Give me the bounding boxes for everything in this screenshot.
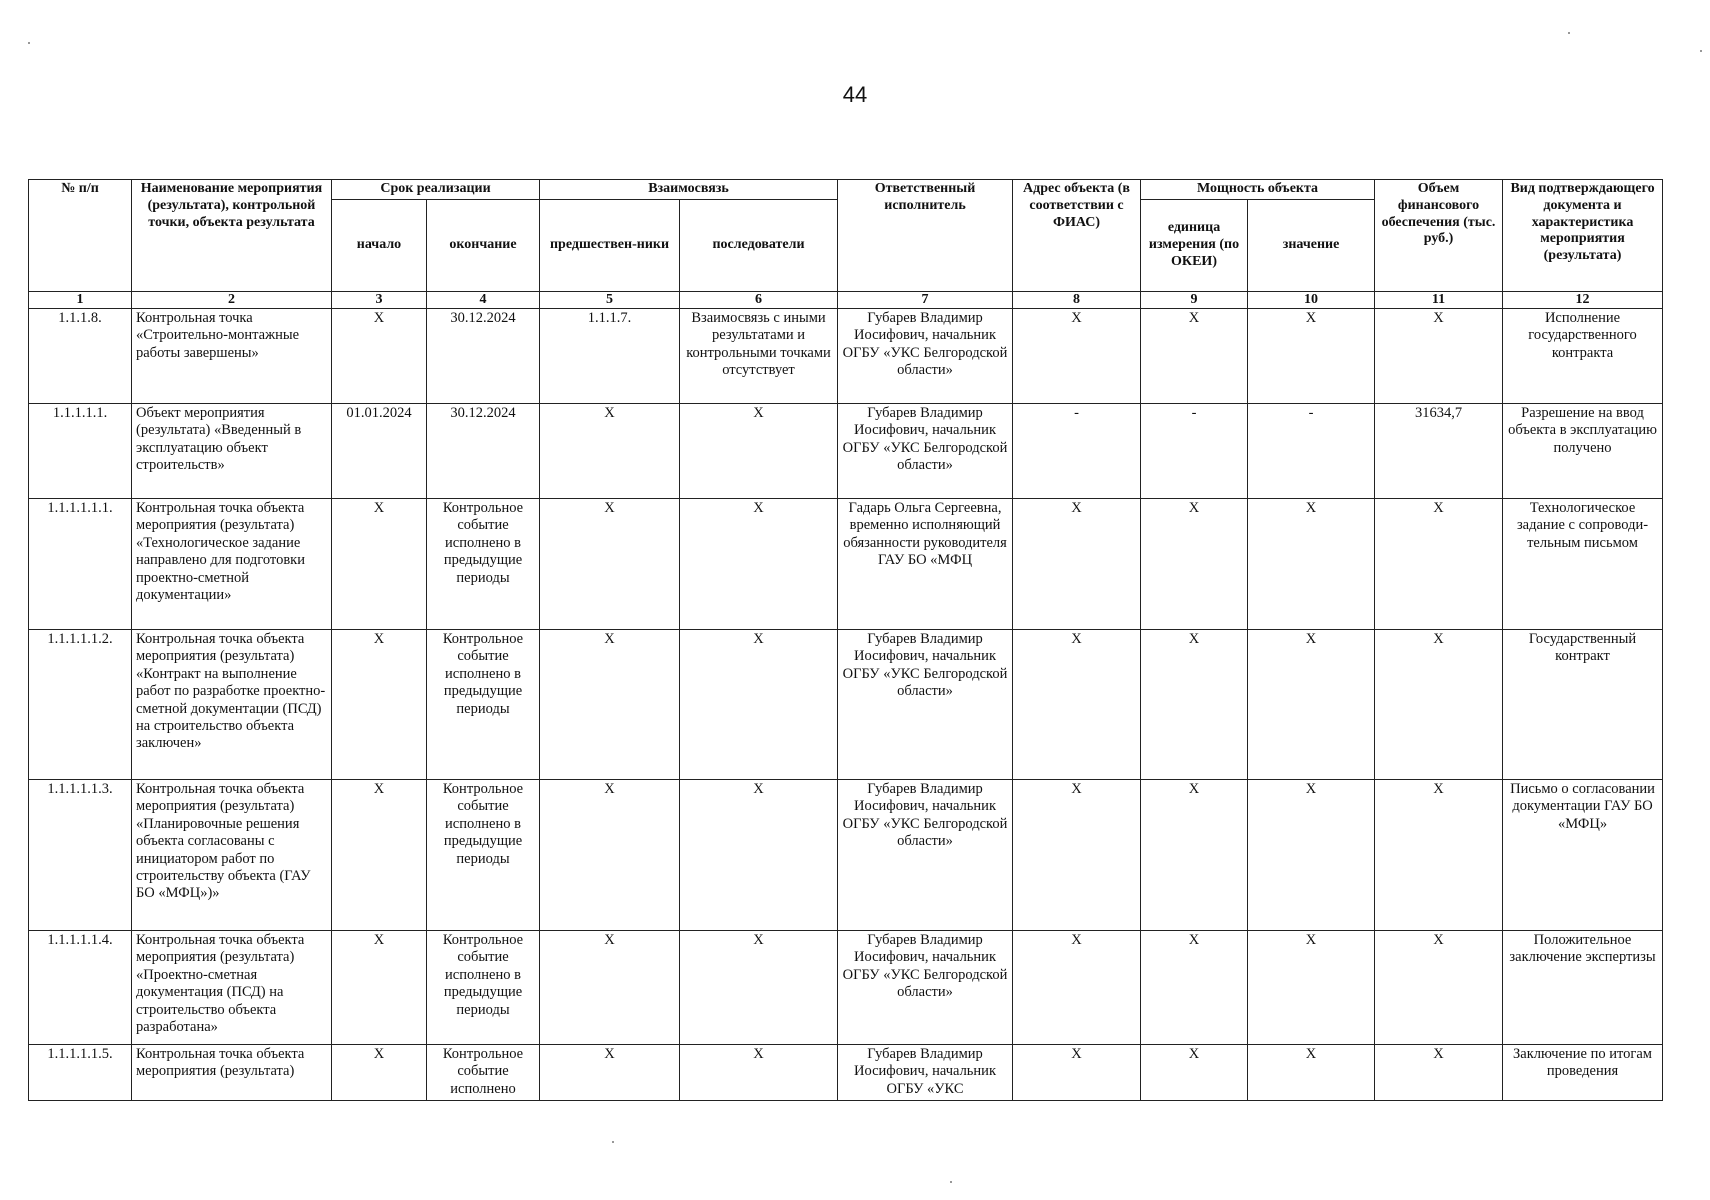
row-document: Заключение по итогам проведения — [1503, 1045, 1663, 1101]
row-unit: X — [1141, 499, 1248, 630]
scan-speck — [612, 1141, 614, 1143]
column-number: 10 — [1248, 292, 1375, 309]
row-address: X — [1013, 499, 1141, 630]
table-header — [29, 180, 1663, 309]
scan-speck — [1700, 50, 1702, 52]
row-end: 30.12.2024 — [427, 404, 540, 499]
row-successors: Взаимосвязь с иными результатами и контрольными точками отсутствует — [680, 309, 838, 404]
row-unit: X — [1141, 309, 1248, 404]
row-unit: X — [1141, 630, 1248, 780]
row-predecessors: X — [540, 780, 680, 931]
row-responsible: Губарев Владимир Иосифович, начальник ОГБУ «УКС Белгородской области» — [838, 630, 1013, 780]
scan-speck — [950, 1181, 952, 1183]
row-name: Контрольная точка объекта мероприятия (результата) «Технологическое задание направлено для подготовки проектно-сметной документации» — [132, 499, 332, 630]
row-document: Государственный контракт — [1503, 630, 1663, 780]
table-row — [29, 630, 1663, 780]
row-address: X — [1013, 1045, 1141, 1101]
event-plan-table — [28, 179, 1663, 1101]
column-number: 8 — [1013, 292, 1141, 309]
row-value: X — [1248, 931, 1375, 1045]
header-successors: последователи — [680, 200, 838, 292]
row-unit: X — [1141, 780, 1248, 931]
row-end: 30.12.2024 — [427, 309, 540, 404]
row-document: Исполнение государственного контракта — [1503, 309, 1663, 404]
row-successors: X — [680, 630, 838, 780]
header-unit: единица измерения (по ОКЕИ) — [1141, 200, 1248, 292]
row-start: X — [332, 780, 427, 931]
row-value: X — [1248, 630, 1375, 780]
row-number: 1.1.1.1.1.2. — [29, 630, 132, 780]
row-financing: X — [1375, 630, 1503, 780]
row-value: X — [1248, 1045, 1375, 1101]
row-name: Объект мероприятия (результата) «Введенный в эксплуатацию объект строительств» — [132, 404, 332, 499]
row-responsible: Губарев Владимир Иосифович, начальник ОГБУ «УКС Белгородской области» — [838, 309, 1013, 404]
header-period: Срок реализации — [332, 180, 540, 200]
row-name: Контрольная точка «Строительно-монтажные работы завершены» — [132, 309, 332, 404]
header-name: Наименование мероприятия (результата), контрольной точки, объекта результата — [132, 180, 332, 292]
header-start: начало — [332, 200, 427, 292]
table-row — [29, 931, 1663, 1045]
row-address: X — [1013, 780, 1141, 931]
column-number: 4 — [427, 292, 540, 309]
column-number: 11 — [1375, 292, 1503, 309]
row-successors: X — [680, 1045, 838, 1101]
row-responsible: Губарев Владимир Иосифович, начальник ОГБУ «УКС — [838, 1045, 1013, 1101]
header-value: значение — [1248, 200, 1375, 292]
row-financing: X — [1375, 499, 1503, 630]
row-document: Разрешение на ввод объекта в эксплуатацию получено — [1503, 404, 1663, 499]
row-financing: X — [1375, 931, 1503, 1045]
row-start: 01.01.2024 — [332, 404, 427, 499]
row-number: 1.1.1.1.1.1. — [29, 499, 132, 630]
table-row — [29, 404, 1663, 499]
page-number: 44 — [842, 82, 868, 107]
table-row — [29, 309, 1663, 404]
row-predecessors: X — [540, 1045, 680, 1101]
scan-speck — [1568, 32, 1570, 34]
row-responsible: Губарев Владимир Иосифович, начальник ОГБУ «УКС Белгородской области» — [838, 780, 1013, 931]
row-financing: X — [1375, 1045, 1503, 1101]
row-successors: X — [680, 404, 838, 499]
column-number: 1 — [29, 292, 132, 309]
header-relation: Взаимосвязь — [540, 180, 838, 200]
row-address: X — [1013, 931, 1141, 1045]
column-number: 9 — [1141, 292, 1248, 309]
header-document: Вид подтверждающего документа и характеристика мероприятия (результата) — [1503, 180, 1663, 292]
column-number: 5 — [540, 292, 680, 309]
header-financing: Объем финансового обеспечения (тыс. руб.) — [1375, 180, 1503, 292]
header-address: Адрес объекта (в соответствии с ФИАС) — [1013, 180, 1141, 292]
row-end: Контрольное событие исполнено в предыдущие периоды — [427, 630, 540, 780]
row-successors: X — [680, 931, 838, 1045]
column-number: 6 — [680, 292, 838, 309]
scan-speck — [28, 42, 30, 44]
row-start: X — [332, 499, 427, 630]
header-responsible: Ответственный исполнитель — [838, 180, 1013, 292]
row-responsible: Губарев Владимир Иосифович, начальник ОГБУ «УКС Белгородской области» — [838, 404, 1013, 499]
row-predecessors: 1.1.1.7. — [540, 309, 680, 404]
row-number: 1.1.1.1.1.3. — [29, 780, 132, 931]
row-document: Технологическое задание с сопроводи-тельным письмом — [1503, 499, 1663, 630]
column-number: 2 — [132, 292, 332, 309]
row-end: Контрольное событие исполнено в предыдущие периоды — [427, 499, 540, 630]
header-end: окончание — [427, 200, 540, 292]
column-number: 3 — [332, 292, 427, 309]
row-number: 1.1.1.8. — [29, 309, 132, 404]
row-financing: X — [1375, 309, 1503, 404]
row-start: X — [332, 1045, 427, 1101]
row-name: Контрольная точка объекта мероприятия (результата) «Проектно-сметная документация (ПСД) на строительство объекта разработана» — [132, 931, 332, 1045]
row-predecessors: X — [540, 499, 680, 630]
row-document: Положительное заключение экспертизы — [1503, 931, 1663, 1045]
row-end: Контрольное событие исполнено в предыдущие периоды — [427, 931, 540, 1045]
row-responsible: Губарев Владимир Иосифович, начальник ОГБУ «УКС Белгородской области» — [838, 931, 1013, 1045]
row-value: - — [1248, 404, 1375, 499]
column-number: 7 — [838, 292, 1013, 309]
row-address: X — [1013, 309, 1141, 404]
row-successors: X — [680, 780, 838, 931]
row-name: Контрольная точка объекта мероприятия (результата) «Планировочные решения объекта согласованы с инициатором работ по строительству объекта (ГАУ БО «МФЦ»)» — [132, 780, 332, 931]
row-address: - — [1013, 404, 1141, 499]
row-name: Контрольная точка объекта мероприятия (результата) «Контракт на выполнение работ по разработке проектно-сметной документации (ПСД) на строительство объекта заключен» — [132, 630, 332, 780]
row-unit: X — [1141, 931, 1248, 1045]
row-responsible: Гадарь Ольга Сергеевна, временно исполняющий обязанности руководителя ГАУ БО «МФЦ — [838, 499, 1013, 630]
row-predecessors: X — [540, 630, 680, 780]
header-power: Мощность объекта — [1141, 180, 1375, 200]
table-row — [29, 780, 1663, 931]
row-unit: - — [1141, 404, 1248, 499]
row-successors: X — [680, 499, 838, 630]
row-name: Контрольная точка объекта мероприятия (результата) — [132, 1045, 332, 1101]
row-predecessors: X — [540, 931, 680, 1045]
column-number: 12 — [1503, 292, 1663, 309]
row-end: Контрольное событие исполнено в предыдущие периоды — [427, 780, 540, 931]
row-number: 1.1.1.1.1.5. — [29, 1045, 132, 1101]
row-start: X — [332, 931, 427, 1045]
row-financing: X — [1375, 780, 1503, 931]
row-number: 1.1.1.1.1. — [29, 404, 132, 499]
row-end: Контрольное событие исполнено — [427, 1045, 540, 1101]
table-body — [29, 309, 1663, 1101]
header-predecessors: предшествен-ники — [540, 200, 680, 292]
table-row — [29, 499, 1663, 630]
row-value: X — [1248, 499, 1375, 630]
row-document: Письмо о согласовании документации ГАУ БО «МФЦ» — [1503, 780, 1663, 931]
row-value: X — [1248, 780, 1375, 931]
row-value: X — [1248, 309, 1375, 404]
row-predecessors: X — [540, 404, 680, 499]
row-start: X — [332, 309, 427, 404]
header-num: № п/п — [29, 180, 132, 292]
row-unit: X — [1141, 1045, 1248, 1101]
row-address: X — [1013, 630, 1141, 780]
table-row — [29, 1045, 1663, 1101]
row-financing: 31634,7 — [1375, 404, 1503, 499]
row-number: 1.1.1.1.1.4. — [29, 931, 132, 1045]
row-start: X — [332, 630, 427, 780]
